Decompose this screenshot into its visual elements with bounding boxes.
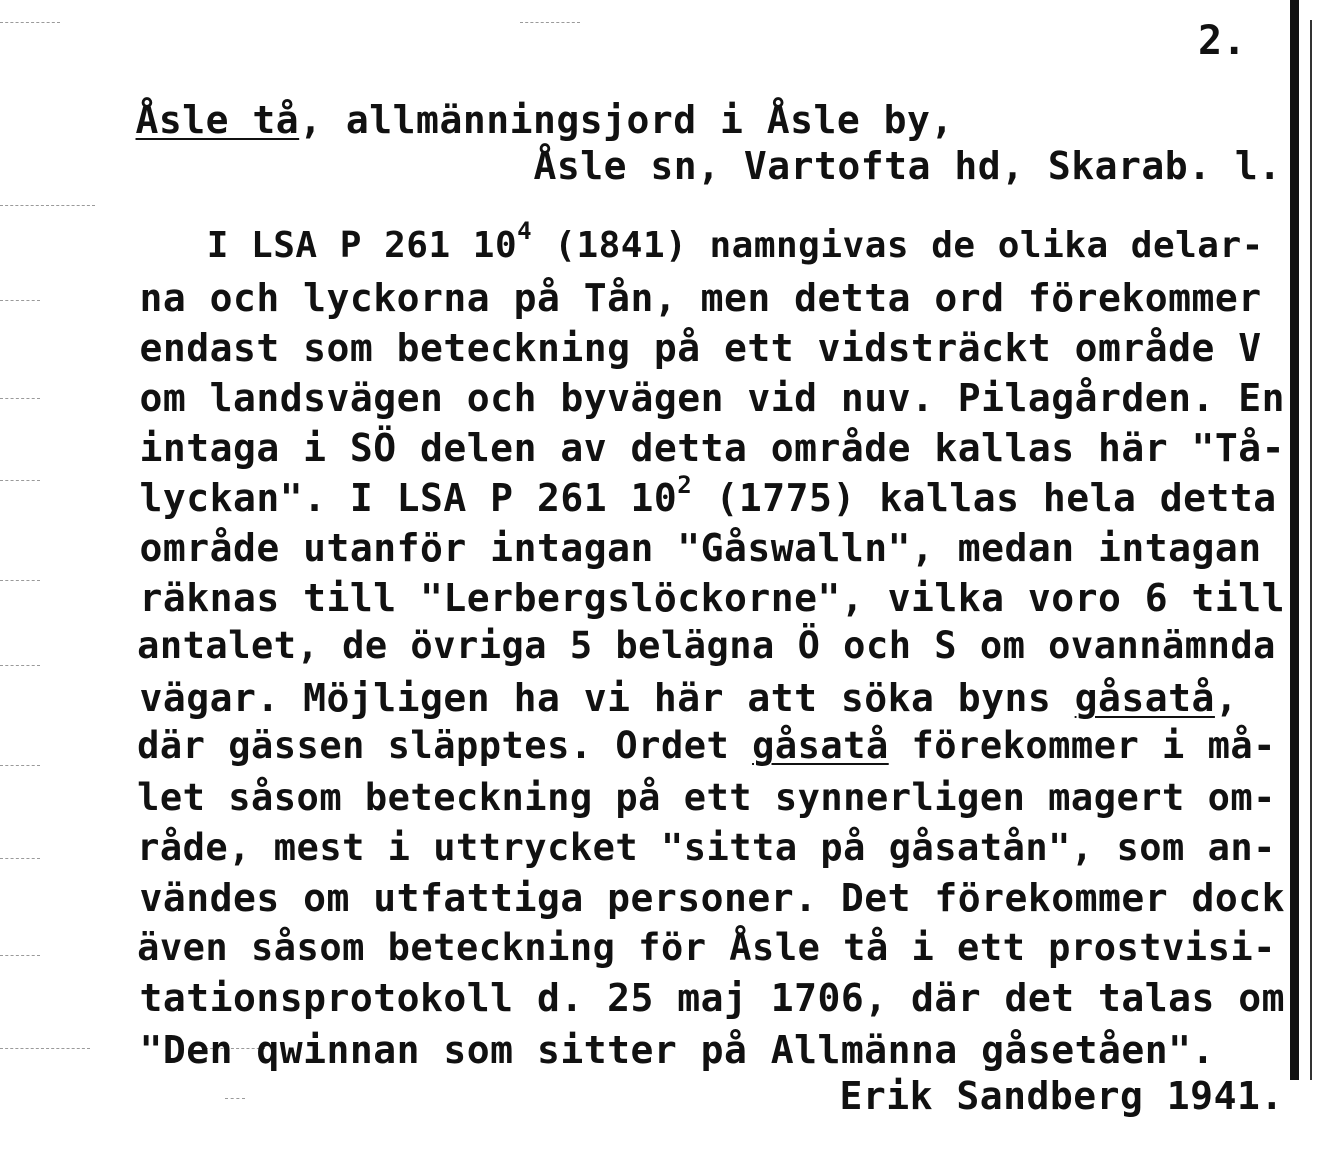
page-number: 2. — [1198, 18, 1247, 64]
ruled-line — [520, 22, 580, 23]
body-text: tationsprotokoll d. 25 maj 1706, där det talas om — [139, 976, 1286, 1020]
signature — [746, 1030, 1284, 1162]
body-text: na och lyckorna på Tån, men detta ord förekommer — [139, 276, 1262, 320]
card-right-edge-shadow — [1310, 20, 1312, 1080]
ruled-line — [0, 480, 40, 481]
entry-description: , allmänningsjord i Åsle by, — [299, 98, 954, 142]
entry-location: Åsle sn, Vartofta hd, Skarab. l. — [533, 144, 1282, 188]
body-text: även såsom beteckning för Åsle tå i ett prostvisi- — [137, 926, 1276, 969]
signature-text: Erik Sandberg 1941. — [839, 1074, 1284, 1118]
superscript: 4 — [517, 217, 533, 245]
superscript: 2 — [677, 471, 693, 499]
body-text: , — [1214, 676, 1239, 720]
body-text: förekommer i må- — [888, 724, 1276, 767]
underlined-term: gåsatå — [752, 724, 889, 767]
ruled-line — [0, 955, 40, 956]
ruled-line — [0, 580, 40, 581]
body-text: "Den qwinnan som sitter på Allmänna gåsetåen". — [139, 1028, 1215, 1072]
body-text: (1775) kallas hela detta — [692, 476, 1277, 520]
body-text: om landsvägen och byvägen vid nuv. Pilagården. En — [139, 376, 1286, 420]
body-text: vägar. Möjligen ha vi här att söka byns — [139, 676, 1075, 720]
body-text: I LSA P 261 10 — [206, 225, 518, 266]
body-text: vändes om utfattiga personer. Det förekommer dock — [139, 876, 1286, 920]
body-text: område utanför intagan "Gåswalln", medan intagan — [139, 526, 1262, 570]
ruled-line — [0, 858, 40, 859]
body-text: antalet, de övriga 5 belägna Ö och S om ovannämnda — [137, 624, 1276, 667]
ruled-line — [0, 665, 40, 666]
body-text: lyckan". I LSA P 261 10 — [139, 476, 678, 520]
ruled-line — [0, 765, 40, 766]
ruled-line — [0, 398, 40, 399]
body-text: råde, mest i uttrycket "sitta på gåsatån", som an- — [137, 826, 1276, 869]
ruled-line — [0, 300, 40, 301]
underlined-term: gåsatå — [1074, 676, 1215, 720]
card-right-edge — [1290, 0, 1299, 1080]
ruled-line — [0, 205, 95, 206]
body-text: där gässen släpptes. Ordet — [137, 724, 753, 767]
body-text: (1841) namngivas de olika delar- — [532, 225, 1264, 266]
body-text: let såsom beteckning på ett synnerligen magert om- — [137, 776, 1276, 819]
entry-name: Åsle tå — [135, 98, 300, 142]
body-text: räknas till "Lerbergslöckorne", vilka voro 6 till — [139, 576, 1286, 620]
ruled-line — [0, 22, 60, 23]
body-text: endast som beteckning på ett vidsträckt område V — [139, 326, 1262, 370]
body-text: intaga i SÖ delen av detta område kallas här "Tå- — [139, 426, 1286, 470]
